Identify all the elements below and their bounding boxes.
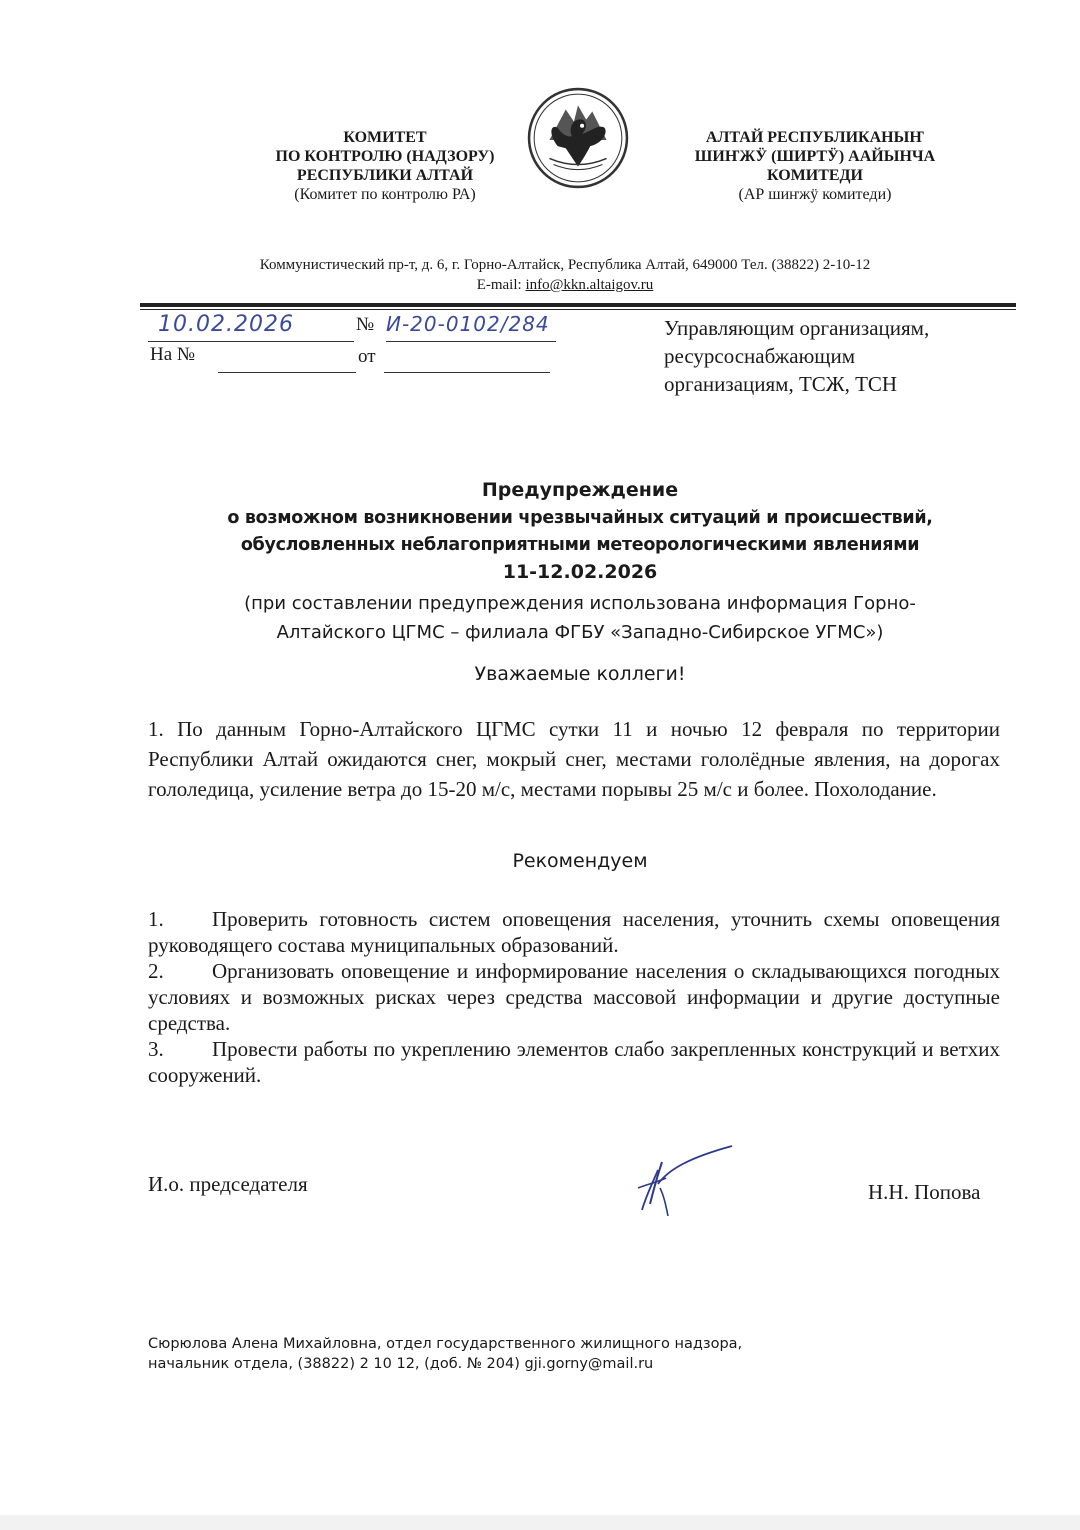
executor-line2: начальник отдела, (38822) 2 10 12, (доб. № 204) gji.gorny@mail.ru [148, 1356, 654, 1372]
reply-date-label: от [358, 346, 376, 367]
outgoing-number: И-20-0102/284 [386, 312, 550, 336]
recommendation-item [148, 906, 1000, 958]
recommendation-item [148, 1036, 1000, 1088]
committee-altai-line2: ШИҤЖӰ (ШИРТӰ) ААЙЫНЧА [694, 148, 936, 165]
executor-line1: Сюрюлова Алена Михайловна, отдел государственного жилищного надзора, [148, 1336, 743, 1352]
email-label: E-mail: [476, 277, 522, 293]
item-text: Проверить готовность систем оповещения населения, уточнить схемы оповещения руководящего состава муниципальных образований. [148, 907, 1000, 957]
committee-altai-line3: КОМИТЕДИ [767, 167, 863, 184]
warning-dates: 11-12.02.2026 [502, 561, 658, 583]
signer-name: Н.Н. Попова [868, 1180, 981, 1204]
source-note-line2: Алтайского ЦГМС – филиала ФГБУ «Западно-Сибирское УГМС») [276, 622, 884, 643]
addressee-line2: ресурсоснабжающим [664, 344, 855, 368]
outgoing-date: 10.02.2026 [158, 312, 294, 337]
committee-altai-line1: АЛТАЙ РЕСПУБЛИКАНЫҤ [705, 129, 925, 146]
postal-address: Коммунистический пр-т, д. 6, г. Горно-Алтайск, Республика Алтай, 649000 Тел. (38822) 2-10-12 [259, 257, 871, 273]
committee-line1: КОМИТЕТ [343, 129, 427, 146]
document-title: Предупреждение [481, 479, 679, 501]
header-divider-thin [140, 309, 1016, 310]
recommendations-list [148, 906, 1000, 1088]
greeting: Уважаемые коллеги! [474, 663, 686, 685]
committee-altai-short-name: (АР шиҥжӱ комитеди) [738, 186, 892, 203]
addressee-line3: организациям, ТСЖ, ТСН [664, 372, 898, 396]
committee-name-altai [660, 128, 970, 204]
committee-line3: РЕСПУБЛИКИ АЛТАЙ [296, 167, 474, 184]
committee-short-name: (Комитет по контролю РА) [294, 186, 476, 203]
republic-of-altai-emblem-icon [527, 87, 629, 189]
outgoing-number-label: № [356, 314, 375, 335]
reply-number-blank [218, 372, 356, 373]
outgoing-number-field [386, 312, 556, 342]
committee-line2: ПО КОНТРОЛЮ (НАДЗОРУ) [275, 148, 495, 165]
document-subtitle-line1: о возможном возникновении чрезвычайных ситуаций и происшествий, [227, 508, 933, 528]
item-number: 1. [148, 907, 164, 931]
recommend-heading: Рекомендуем [512, 850, 648, 872]
header-divider-thick [140, 303, 1016, 307]
email-link[interactable]: info@kkn.altaigov.ru [525, 277, 654, 293]
item-text: Провести работы по укреплению элементов слабо закрепленных конструкций и ветхих сооружений. [148, 1037, 1000, 1087]
item-number: 3. [148, 1037, 164, 1061]
document-subtitle-line2: обусловленных неблагоприятными метеорологическими явлениями [240, 535, 920, 555]
recommendation-item [148, 958, 1000, 1036]
forecast-paragraph: 1. По данным Горно-Алтайского ЦГМС сутки 11 и ночью 12 февраля по территории Республики Алтай ожидаются снег, мокрый снег, местами гололёдные явления, на дорогах гололедица, усиление ветра до 15-20 м/с, местами порывы 25 м/с и более. Похолодание. [148, 717, 1000, 801]
item-text: Организовать оповещение и информирование населения о складывающихся погодных условиях и возможных рисках через средства массовой информации и другие доступные средства. [148, 959, 1000, 1035]
email-line [140, 275, 990, 295]
reply-number-label: На № [150, 344, 196, 365]
item-number: 2. [148, 959, 164, 983]
source-note-line1: (при составлении предупреждения использована информация Горно- [244, 593, 916, 614]
outgoing-date-field [148, 312, 354, 342]
contact-address [140, 255, 990, 295]
addressee-line1: Управляющим организациям, [664, 316, 930, 340]
committee-name-russian [200, 128, 570, 204]
signer-position: И.о. председателя [148, 1172, 308, 1196]
executor-info [148, 1334, 948, 1374]
handwritten-signature-icon [628, 1144, 738, 1224]
reply-date-blank [384, 372, 550, 373]
warning-title-block [140, 476, 1020, 647]
addressee-block [664, 314, 1024, 398]
